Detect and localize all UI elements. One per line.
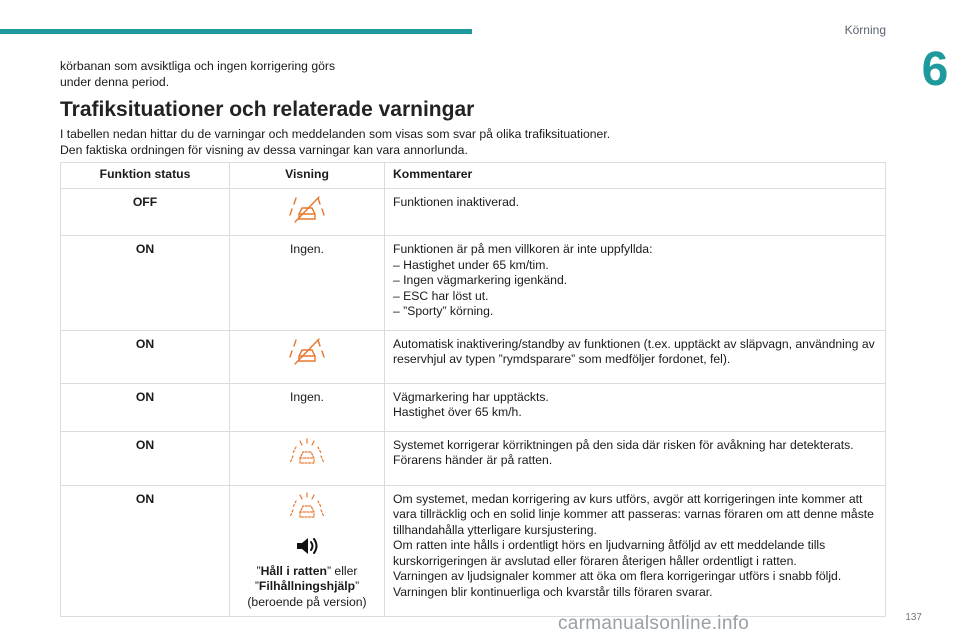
section-heading: Trafiksituationer och relaterade varningar [60,98,475,121]
status-cell: ON [61,383,230,431]
display-cell [230,330,385,383]
status-cell: OFF [61,189,230,236]
lane-warning-off-icon [289,195,325,225]
lane-correcting-icon [289,492,325,522]
speaker-icon [294,534,320,558]
lane-correcting-icon [289,438,325,468]
display-cell: Ingen. [230,383,385,431]
table-row [61,236,886,331]
comments-cell [385,431,886,485]
comment-line: Varningen blir kontinuerliga och kvarstår tills föraren svarar. [393,584,713,599]
col-header-display: Visning [230,163,385,189]
lane-warning-standby-icon [289,337,325,367]
comment-line: – ESC har löst ut. [393,288,489,303]
table-row [61,330,886,383]
comment-line: Förarens händer är på ratten. [393,453,553,467]
chapter-number: 6 [910,44,960,96]
comments-cell [385,236,886,331]
status-cell: ON [61,236,230,331]
lead-text [60,127,860,158]
col-header-status: Funktion status [61,163,230,189]
voice-message-1 [231,564,383,580]
comment-line: Om systemet, medan korrigering av kurs utförs, avgör att korrigeringen inte kommer att vara tillräcklig och en solid linje kommer att passeras: varnas föraren om att denne måste tillhandahålla ytterligare kursjustering. [393,491,874,537]
lead-line: I tabellen nedan hittar du de varningar och meddelanden som visas som svar på olika trafiksituationer. [60,127,611,141]
comments-cell [385,330,886,383]
watermark: carmanualsonline.info [558,613,750,634]
table-row [61,431,886,485]
display-cell [230,485,385,617]
warnings-table [60,162,886,617]
display-cell [230,189,385,236]
comment-line: Funktionen är på men villkoren är inte uppfyllda: [393,242,653,256]
voice-message-2 [231,579,383,595]
version-note: (beroende på version) [247,594,367,609]
comments-cell [385,383,886,431]
message-lane-assist: Filhållningshjälp [258,579,356,593]
display-cell [230,431,385,485]
intro-text: körbanan som avsiktliga och ingen korrigering görs under denna period. [60,59,336,89]
display-cell: Ingen. [230,236,385,331]
header-accent-bar [0,29,472,34]
table-header-row [61,163,886,189]
comment-line: Varningen av ljudsignaler kommer att öka om flera korrigeringar utförs i snabb följd. [393,569,842,583]
comment-line: – Hastighet under 65 km/tim. [393,257,549,272]
page-number: 137 [905,612,922,623]
message-hold-wheel: Håll i ratten [260,563,327,578]
col-header-comments: Kommentarer [385,163,886,189]
comment-line: Funktionen inaktiverad. [393,195,520,209]
comment-line: Vägmarkering har upptäckts. [393,389,549,404]
status-cell: ON [61,485,230,617]
section-title: Körning [844,23,886,37]
lead-line: Den faktiska ordningen för visning av dessa varningar kan vara annorlunda. [60,142,468,157]
table-row [61,189,886,236]
comments-cell [385,189,886,236]
text-or: ” eller [326,563,358,578]
status-cell: ON [61,431,230,485]
table-row [61,485,886,617]
comment-line: – ”Sporty” körning. [393,304,494,318]
comment-line: Om ratten inte hålls i ordentligt hörs en ljudvarning åtföljd av ett meddelande tills kurskorrigeringen är avslutad eller föraren återigen håller ordentligt i ratten. [393,538,826,568]
quote-mark: ” [355,579,360,593]
comment-line: Systemet korrigerar körriktningen på den sida där risken för avåkning har detekterats. [393,437,854,452]
table-row [61,383,886,431]
status-cell: ON [61,330,230,383]
comment-line: – Ingen vägmarkering igenkänd. [393,273,568,287]
comment-line: Automatisk inaktivering/standby av funktionen (t.ex. upptäckt av släpvagn, användning av reservhjul av typen ”rymdsparare” som medföljer fordonet, fel). [393,336,875,366]
comment-line: Hastighet över 65 km/h. [393,405,522,419]
quote-mark: ” [254,579,259,593]
comments-cell [385,485,886,617]
quote-mark: ” [256,563,261,578]
